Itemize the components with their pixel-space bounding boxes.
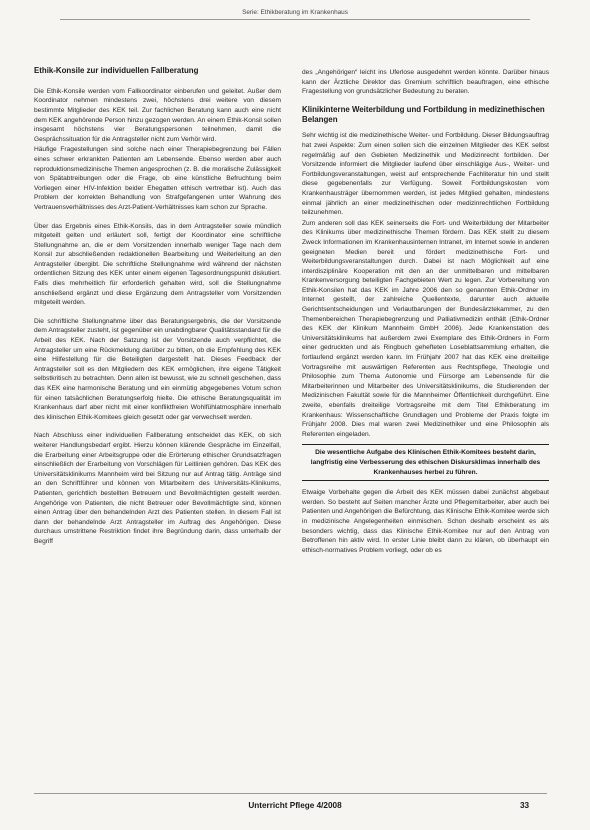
journal-footer: Unterricht Pflege 4/2008: [248, 801, 342, 810]
page-number: 33: [520, 801, 530, 810]
right-column: [302, 68, 549, 555]
footer-divider: [34, 793, 547, 794]
running-head: Serie: Ethikberatung im Krankenhaus: [242, 9, 348, 16]
header-divider: [60, 19, 530, 20]
section-heading-weiterbildung: Klinikinterne Weiterbildung und Fortbildung in medizinethischen Belangen: [302, 104, 545, 124]
body-paragraph: Zum anderen soll das KEK seinerseits die Fort- und Weiterbildung der Mitarbeiter des Klinikums über medizinethische Themen fördern. Das KEK stellt zu diesem Zweck Informationen im Krankenhausinternen Intranet, im Internet sowie in anderen geeigneten Medien bereit und fördert medizinethische Fort- und Weiterbildungsveranstaltungen durch. Dabei ist nach Möglichkeit auf eine interdisziplinäre Kooperation mit den an der unmittelbaren und mittelbaren Krankenversorgung beteiligten Fachgebieten Wert zu legen. Zur Vorbereitung von Ethik-Konsilen hat das KEK im Jahre 2006 den so genannten Ethik-Ordner im Internet gestellt, der zahlreiche Quellentexte, darunter auch aktuelle Gerichtsentscheidungen und Verlautbarungen der Bundesärztekammer, zu den Themenbereichen Therapiebegrenzung und Palliativmedizin enthält (Ethik-Ordner des KEK der Klinikum Mannheim GmbH 2006). Jede Krankenstation des Universitätsklinikums hat außerdem zwei Exemplare des Ethik-Ordners in Form einer gedruckten und als Ringbuch gehefteten Loseblattsammlung erhalten, die fortlaufend ergänzt werden kann. Im Frühjahr 2007 hat das KEK eine dreiteilige Vortragsreihe mit auswärtigen Referenten aus Rechtspflege, Theologie und Philosophie zum Thema Autonomie und Fürsorge am Lebensende für die Mitarbeiterinnen und Mitarbeiter des Universitätsklinikums, die Studierenden der Medizinischen Fakultät sowie für die Mannheimer Öffentlichkeit durchgeführt. Eine zweite, ebenfalls dreiteilige Vortragsreihe mit dem Titel Ethikberatung im Krankenhaus: Wissenschaftliche Grundlagen und Probleme der Praxis folgte im Frühjahr 2008. Dies mal waren zwei Medizinethiker und eine Philosophin als Referenten eingeladen.: [302, 219, 549, 438]
body-paragraph: Die Ethik-Konsile werden vom Fallkoordinator einberufen und geleitet. Außer dem Koordinator nehmen mindestens zwei, höchstens drei weitere von diesem bestimmte Mitglieder des KEK teil. Zur fachlichen Beratung kann auch eine nicht dem KEK angehörende Person hinzu gezogen werden. An einem Ethik-Konsil sollen insgesamt höchstens vier Beratungspersonen teilnehmen, damit die Gesprächssituation für die Antragsteller nicht zum Verhör wird.: [34, 87, 281, 143]
body-paragraph: Sehr wichtig ist die medizinethische Weiter- und Fortbildung. Dieser Bildungsauftrag hat zwei Aspekte: Zum einen sollen sich die einzelnen Mitglieder des KEK selbst regelmäßig auf den Gebieten Medizinethik und Medizinrecht fortbilden. Der Vorsitzende informiert die Mitglieder laufend über einschlägige Aus-, Weiter- und Fortbildungsveranstaltungen, weist auf entsprechende Fachliteratur hin und stellt diese gegebenenfalls zur Verfügung. Soweit Fortbildungskosten vom Krankenhausträger übernommen werden, ist jedes Mitglied gehalten, mindestens einmal jährlich an einer medizinethischen oder medizinrechtlichen Fortbildung teilzunehmen.: [302, 132, 549, 217]
body-paragraph: Über das Ergebnis eines Ethik-Konsils, das in dem Antragsteller sowie mündlich mitgeteilt gelten und erläutert soll, fertigt der Koordinator eine schriftliche Stellungnahme an, die er dem Vorsitzenden innerhalb weniger Tage nach dem Konsil zur abschließenden redaktionellen Bearbeitung und Weiterleitung an den Antragsteller übergibt. Die schriftliche Stellungnahme wird während der nächsten ordentlichen Sitzung des KEK unter einem eigenen Tagesordnungspunkt diskutiert. Falls dies mehrheitlich für erforderlich gehalten wird, soll die Stellungnahme anschließend ergänzt und diese Ergänzung dem Antragsteller vom Vorsitzenden mitgeteilt werden.: [34, 222, 281, 307]
body-paragraph: Häufige Fragestellungen sind solche nach einer Therapiebegrenzung bei Fällen eines schwer erkrankten Patienten am Lebensende. Ebenso werden aber auch reproduktionsmedizinische Themen angesprochen (z. B. die moralische Zulässigkeit von Spätabtreibungen oder die Frage, ob eine künstliche Befruchtung beim Vorliegen einer HIV-Infektion beider Ehegatten ethisch vertretbar ist). Auch das Problem der korrekten Behandlung von Strafgefangenen unter Wahrung des Vertrauensverhältnisses des Arzt-Patient-Verhältnisses kam schon zur Sprache.: [34, 146, 281, 211]
left-column: [34, 66, 281, 547]
section-heading-ethik-konsile: Ethik-Konsile zur individuellen Fallberatung: [34, 66, 199, 75]
body-paragraph: des „Angehörigen“ leicht ins Uferlose ausgedehnt werden könnte. Darüber hinaus kann der Ärztliche Direktor das Gremium schriftlich beauftragen, eine ethische Fragestellung von grundsätzlicher Bedeutung zu beraten.: [302, 69, 549, 96]
body-paragraph: Etwaige Vorbehalte gegen die Arbeit des KEK müssen dabei zunächst abgebaut werden. So besteht auf Seiten mancher Ärzte und Pflegemitarbeiter, aber auch bei Patienten und Angehörigen die Befürchtung, das Klinische Ethik-Komitee werde sich in medizinische Angelegenheiten einmischen. Schon deshalb erscheint es als besonders wichtig, dass das Klinische Ethik-Komitee nur auf den Antrag von Betroffenen hin aktiv wird. In erster Linie bleibt dann zu klären, ob überhaupt ein ethisch-normatives Problem vorliegt, oder ob es: [302, 489, 549, 554]
body-paragraph: Nach Abschluss einer individuellen Fallberatung entscheidet das KEK, ob sich weiterer Handlungsbedarf ergibt. Hierzu können klärende Gespräche im Einzelfall, die Erarbeitung einer Arbeitsgruppe oder die Erörterung ethischer Grundsatzfragen einschließlich der Erarbeitung von Vorschlägen für Leitlinien gehören. Das KEK des Universitätsklinikums Mannheim wird bei Sitzung nur auf Antrag tätig. Anträge sind an den Schriftführer und können von Mitarbeitern des Universitäts-Klinikums, Patienten, gerichtlich bestellten Betreuern und Bevollmächtigten gestellt werden. Angehörige von Patienten, die nicht Betreuer oder Bevollmächtigte sind, können einen Antrag über den behandelnden Arzt des Patienten stellen. In diesem Fall ist dann der behandelnde Arzt Antragsteller im Auftrag des Angehörigen. Diese durchaus umstrittene Restriktion findet ihre Begründung darin, dass unterhalb der Begriff: [34, 432, 281, 545]
body-paragraph: Die schriftliche Stellungnahme über das Beratungsergebnis, die der Vorsitzende dem Antragsteller zusteht, ist gegenüber ein unabdingbarer Qualitätsstandard für die Arbeit des KEK. Nach der Satzung ist der Vorsitzende auch verpflichtet, die Antragsteller um eine Rückmeldung darüber zu bitten, ob die Empfehlung des KEK eine Hilfestellung für die Beteiligten dargestellt hat. Dieses Feedback der Antragsteller soll es den Mitgliedern des KEK ermöglichen, ihre eigene Tätigkeit selbstkritisch zu betrachten. Denn allen ist bewusst, wie zu schnell geschehen, dass das KEK eine harmonische Beratung und ein einmütig abgegebenes Votum schon für einen tatsächlichen Beratungserfolg hielte. Die ethische Beratungsqualität im Krankenhaus darf aber nicht mit einer konfliktfreien Wohlfühlatmosphäre innerhalb des klinischen Ethik-Komitees gleich gesetzt oder gar verwechselt werden.: [34, 317, 281, 421]
pull-quote: Die wesentliche Aufgabe des Klinischen Ethik-Komitees besteht darin, langfristig eine Verbesserung des ethischen Diskursklimas innerhalb des Krankenhauses herbei zu führen.: [302, 444, 549, 481]
